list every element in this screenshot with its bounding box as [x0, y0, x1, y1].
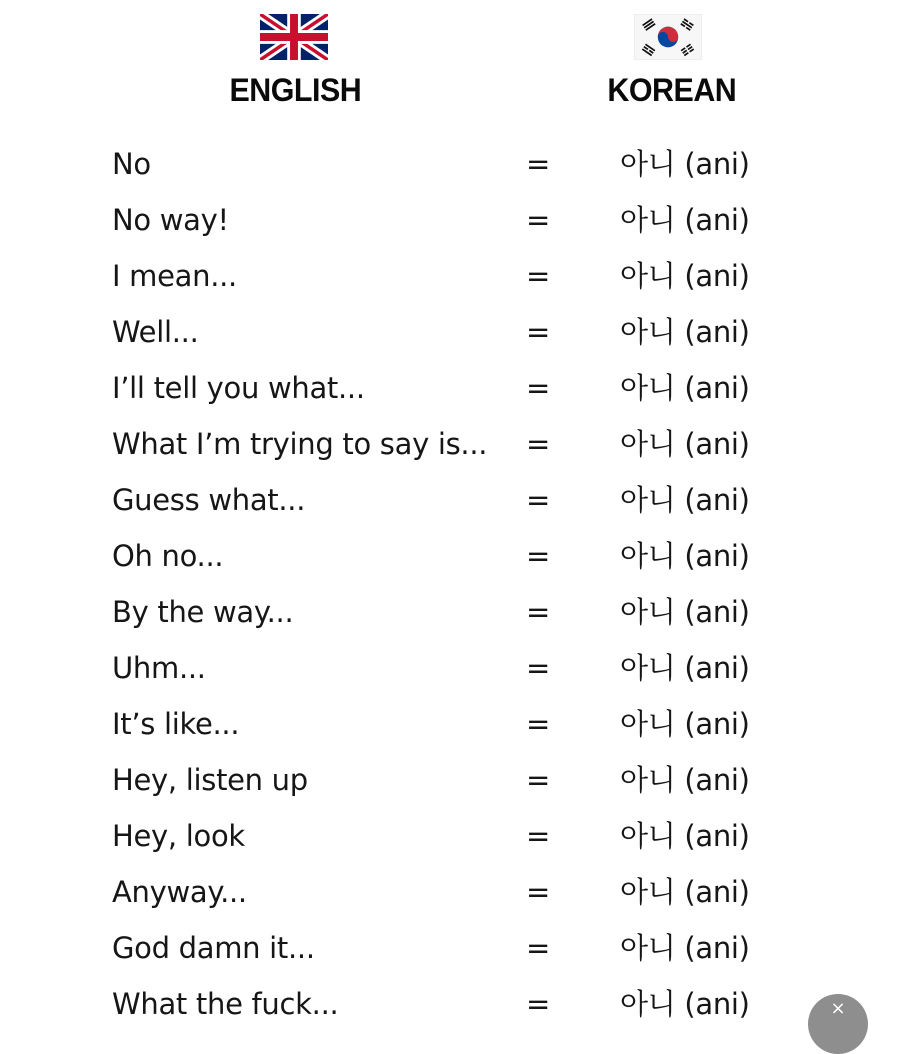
translation-row	[0, 248, 900, 304]
english-phrase: Well...	[112, 315, 199, 349]
equals-sign: =	[526, 147, 551, 181]
english-phrase: Hey, listen up	[112, 763, 308, 797]
equals-sign: =	[526, 707, 551, 741]
equals-sign: =	[526, 987, 551, 1021]
translation-row	[0, 696, 900, 752]
translation-row	[0, 528, 900, 584]
english-phrase: Anyway...	[112, 875, 247, 909]
english-phrase: No way!	[112, 203, 229, 237]
english-phrase: What I’m trying to say is...	[112, 427, 488, 461]
korean-phrase: 아니 (ani)	[620, 259, 750, 293]
close-icon: ×	[830, 998, 846, 1019]
english-phrase: Oh no...	[112, 539, 224, 573]
korean-phrase: 아니 (ani)	[620, 147, 750, 181]
equals-sign: =	[526, 875, 551, 909]
english-phrase: Uhm...	[112, 651, 206, 685]
korean-phrase: 아니 (ani)	[620, 651, 750, 685]
korean-phrase: 아니 (ani)	[620, 987, 750, 1021]
english-phrase: What the fuck...	[112, 987, 339, 1021]
korean-phrase: 아니 (ani)	[620, 203, 750, 237]
equals-sign: =	[526, 763, 551, 797]
equals-sign: =	[526, 427, 551, 461]
korean-phrase: 아니 (ani)	[620, 707, 750, 741]
translation-row	[0, 808, 900, 864]
translation-row	[0, 304, 900, 360]
translation-row	[0, 864, 900, 920]
translation-row	[0, 360, 900, 416]
korean-phrase: 아니 (ani)	[620, 315, 750, 349]
equals-sign: =	[526, 483, 551, 517]
equals-sign: =	[526, 931, 551, 965]
uk-flag-icon	[260, 14, 328, 60]
equals-sign: =	[526, 819, 551, 853]
korean-phrase: 아니 (ani)	[620, 483, 750, 517]
korean-phrase: 아니 (ani)	[620, 595, 750, 629]
korean-phrase: 아니 (ani)	[620, 931, 750, 965]
translation-row	[0, 976, 900, 1032]
translation-row	[0, 640, 900, 696]
close-button[interactable]	[808, 994, 868, 1054]
translation-row	[0, 192, 900, 248]
equals-sign: =	[526, 315, 551, 349]
english-phrase: I mean...	[112, 259, 237, 293]
translation-row	[0, 920, 900, 976]
english-phrase: Guess what...	[112, 483, 306, 517]
english-phrase: God damn it...	[112, 931, 315, 965]
translation-row	[0, 416, 900, 472]
english-column-header: ENGLISH	[229, 72, 362, 108]
equals-sign: =	[526, 651, 551, 685]
korean-phrase: 아니 (ani)	[620, 875, 750, 909]
equals-sign: =	[526, 595, 551, 629]
korean-phrase: 아니 (ani)	[620, 819, 750, 853]
korean-column-header: KOREAN	[607, 72, 737, 108]
translation-list	[0, 136, 900, 1032]
equals-sign: =	[526, 539, 551, 573]
translation-row	[0, 136, 900, 192]
english-phrase: Hey, look	[112, 819, 245, 853]
korean-phrase: 아니 (ani)	[620, 763, 750, 797]
south-korea-flag-icon	[634, 14, 702, 60]
equals-sign: =	[526, 203, 551, 237]
equals-sign: =	[526, 371, 551, 405]
equals-sign: =	[526, 259, 551, 293]
translation-row	[0, 584, 900, 640]
english-phrase: It’s like...	[112, 707, 240, 741]
korean-phrase: 아니 (ani)	[620, 539, 750, 573]
korean-phrase: 아니 (ani)	[620, 427, 750, 461]
korean-phrase: 아니 (ani)	[620, 371, 750, 405]
english-phrase: I’ll tell you what...	[112, 371, 365, 405]
translation-row	[0, 472, 900, 528]
english-phrase: By the way...	[112, 595, 294, 629]
translation-row	[0, 752, 900, 808]
english-phrase: No	[112, 147, 151, 181]
